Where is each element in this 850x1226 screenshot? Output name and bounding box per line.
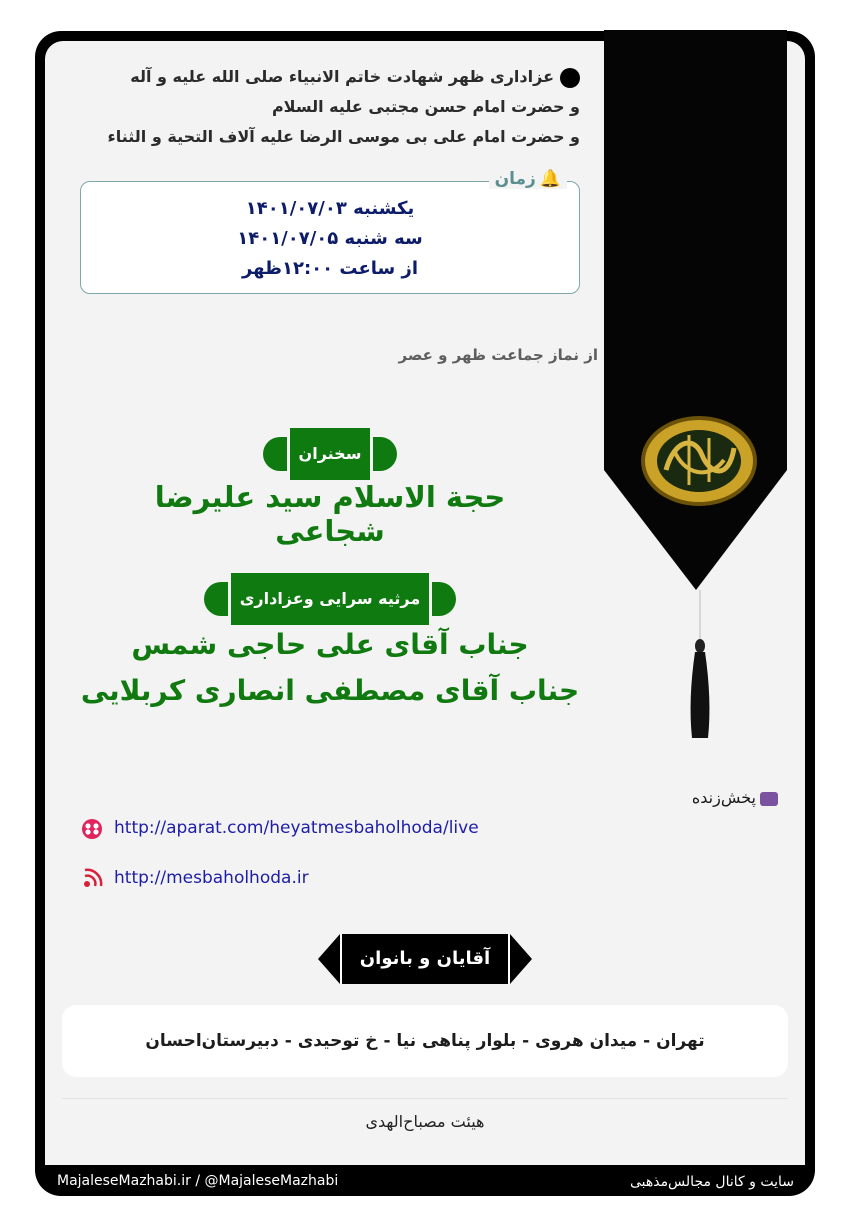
- time-box: [80, 169, 580, 294]
- bell-icon: 🔔: [539, 169, 561, 189]
- live-section-title: [692, 788, 778, 807]
- eulogy-name-1: جناب آقای علی حاجی شمس: [131, 628, 529, 661]
- website-link[interactable]: http://mesbaholhoda.ir: [114, 868, 309, 888]
- speaker-label: سخنران: [287, 428, 373, 480]
- bullet-icon: [560, 68, 580, 88]
- calligraphy-emblem-icon: [641, 416, 757, 506]
- prayer-note: از نماز جماعت ظهر و عصر: [398, 346, 598, 364]
- speaker-ribbon: [263, 434, 397, 474]
- tassel-icon: [686, 590, 714, 740]
- audience-label: آقایان و بانوان: [340, 934, 510, 984]
- organization-name: هیئت مصباح‌الهدی: [365, 1112, 485, 1131]
- eulogy-name-2: جناب آقای مصطفی انصاری کربلایی: [80, 674, 580, 707]
- aparat-icon: [80, 817, 104, 841]
- time-legend: [489, 169, 567, 189]
- eulogy-label: مرثیه سرایی وعزاداری: [228, 573, 432, 625]
- time-hour: از ساعت ۱۲:۰۰ظهر: [241, 258, 419, 279]
- aparat-link[interactable]: http://aparat.com/heyatmesbaholhoda/live: [114, 818, 479, 838]
- address-box: تهران - میدان هروی - بلوار پناهی نیا - خ توحیدی - دبیرستان‌احسان: [62, 1005, 788, 1077]
- eulogy-ribbon: [204, 579, 456, 619]
- time-date-1: یکشنبه ۱۴۰۱/۰۷/۰۳: [245, 198, 415, 219]
- video-camera-icon: [760, 792, 778, 806]
- speaker-name: حجة الاسلام سید علیرضا شجاعی: [154, 480, 506, 548]
- broadcast-icon: [80, 867, 104, 891]
- intro-text: [60, 62, 580, 152]
- intro-line-1: عزاداری ظهر شهادت خاتم الانبیاء صلی الله علیه و آله: [130, 67, 554, 86]
- intro-line-2: و حضرت امام حسن مجتبی علیه السلام: [271, 97, 580, 116]
- time-date-2: سه شنبه ۱۴۰۱/۰۷/۰۵: [237, 228, 423, 249]
- time-legend-label: زمان: [494, 169, 536, 189]
- divider: [62, 1098, 788, 1099]
- footer-site-name: سایت و کانال مجالس‌مذهبی: [629, 1174, 794, 1190]
- intro-line-3: و حضرت امام علی بی موسی الرضا علیه آلاف التحیة و الثناء: [107, 127, 580, 146]
- audience-badge: [318, 934, 532, 984]
- mourning-banner: [604, 30, 787, 590]
- footer-social: MajaleseMazhabi.ir / @MajaleseMazhabi: [57, 1173, 339, 1189]
- live-title-label: پخش‌زنده: [691, 788, 756, 807]
